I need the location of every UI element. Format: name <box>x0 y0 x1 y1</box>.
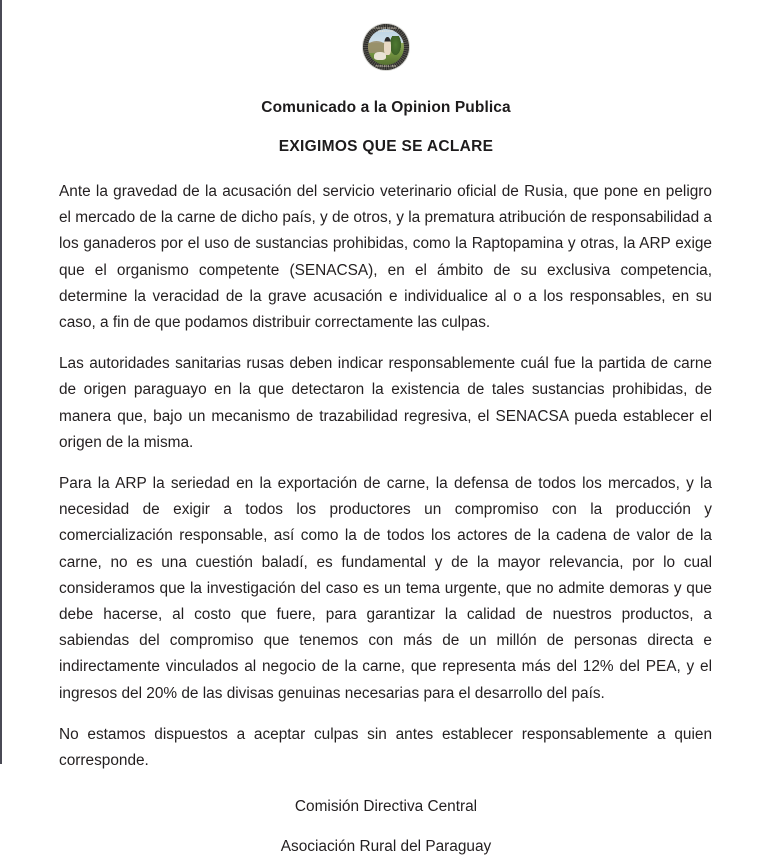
seal-cattle-shape <box>374 52 386 60</box>
signature-line-committee: Comisión Directiva Central <box>294 798 478 816</box>
seal-tree-shape <box>390 36 401 55</box>
document-title: Comunicado a la Opinion Publica <box>261 99 511 116</box>
paragraph-2: Las autoridades sanitarias rusas deben indicar responsablemente cuál fue la partida de carne de origen paraguayo en la que detectaron la existencia de tales sustancias prohibidas, de manera que, bajo un mecanismo de trazabilidad regresiva, el SENACSA pueda establecer el origen de la misma. <box>59 355 712 451</box>
document-body <box>59 156 712 774</box>
paragraph-3: Para la ARP la seriedad en la exportación de carne, la defensa de todos los mercados, y la necesidad de exigir a todos los productores un compromiso con la producción y comercialización responsable, así como la de todos los actores de la cadena de valor de la carne, no es una cuestión baladí, es fundamental y de la mayor relevancia, por lo cual consideramos que la investigación del caso es un tema urgente, que no admite demoras y que debe hacerse, al costo que fuere, para garantizar la calidad de nuestros productos, a sabiendas del compromiso que tenemos con más de un millón de personas directa e indirectamente vinculados al negocio de la carne, que representa más del 12% del PEA, y el ingresos del 20% de las divisas genuinas necesarias para el desarrollo del país. <box>59 475 712 702</box>
seal-scene <box>368 29 404 65</box>
paragraph-4: No estamos dispuestos a aceptar culpas sin antes establecer responsablemente a quien corresponde. <box>59 725 712 770</box>
signature-line-organization: Asociación Rural del Paraguay <box>280 838 492 856</box>
seal-ring-text-bottom: FUNDADA 1885 <box>375 64 397 68</box>
signature-block <box>2 794 770 860</box>
document-page <box>2 0 770 856</box>
paragraph-1: Ante la gravedad de la acusación del servicio veterinario oficial de Rusia, que pone en peligro el mercado de la carne de dicho país, y de otros, y la prematura atribución de responsabilidad a los ganaderos por el uso de sustancias prohibidas, como la Raptopamina y otras, la ARP exige que el organismo competente (SENACSA), en el ámbito de su exclusiva competencia, determine la veracidad de la grave acusación e individualice al o a los responsables, en su caso, a fin de que podamos distribuir correctamente las culpas. <box>59 183 712 332</box>
document-subtitle: EXIGIMOS QUE SE ACLARE <box>278 138 494 155</box>
arp-circular-seal-icon <box>363 24 409 70</box>
logo-container <box>2 0 770 70</box>
seal-figure-shape <box>384 37 391 55</box>
seal-ring-text-top: ASOCIACION RURAL DEL PARAGUAY <box>368 26 404 33</box>
